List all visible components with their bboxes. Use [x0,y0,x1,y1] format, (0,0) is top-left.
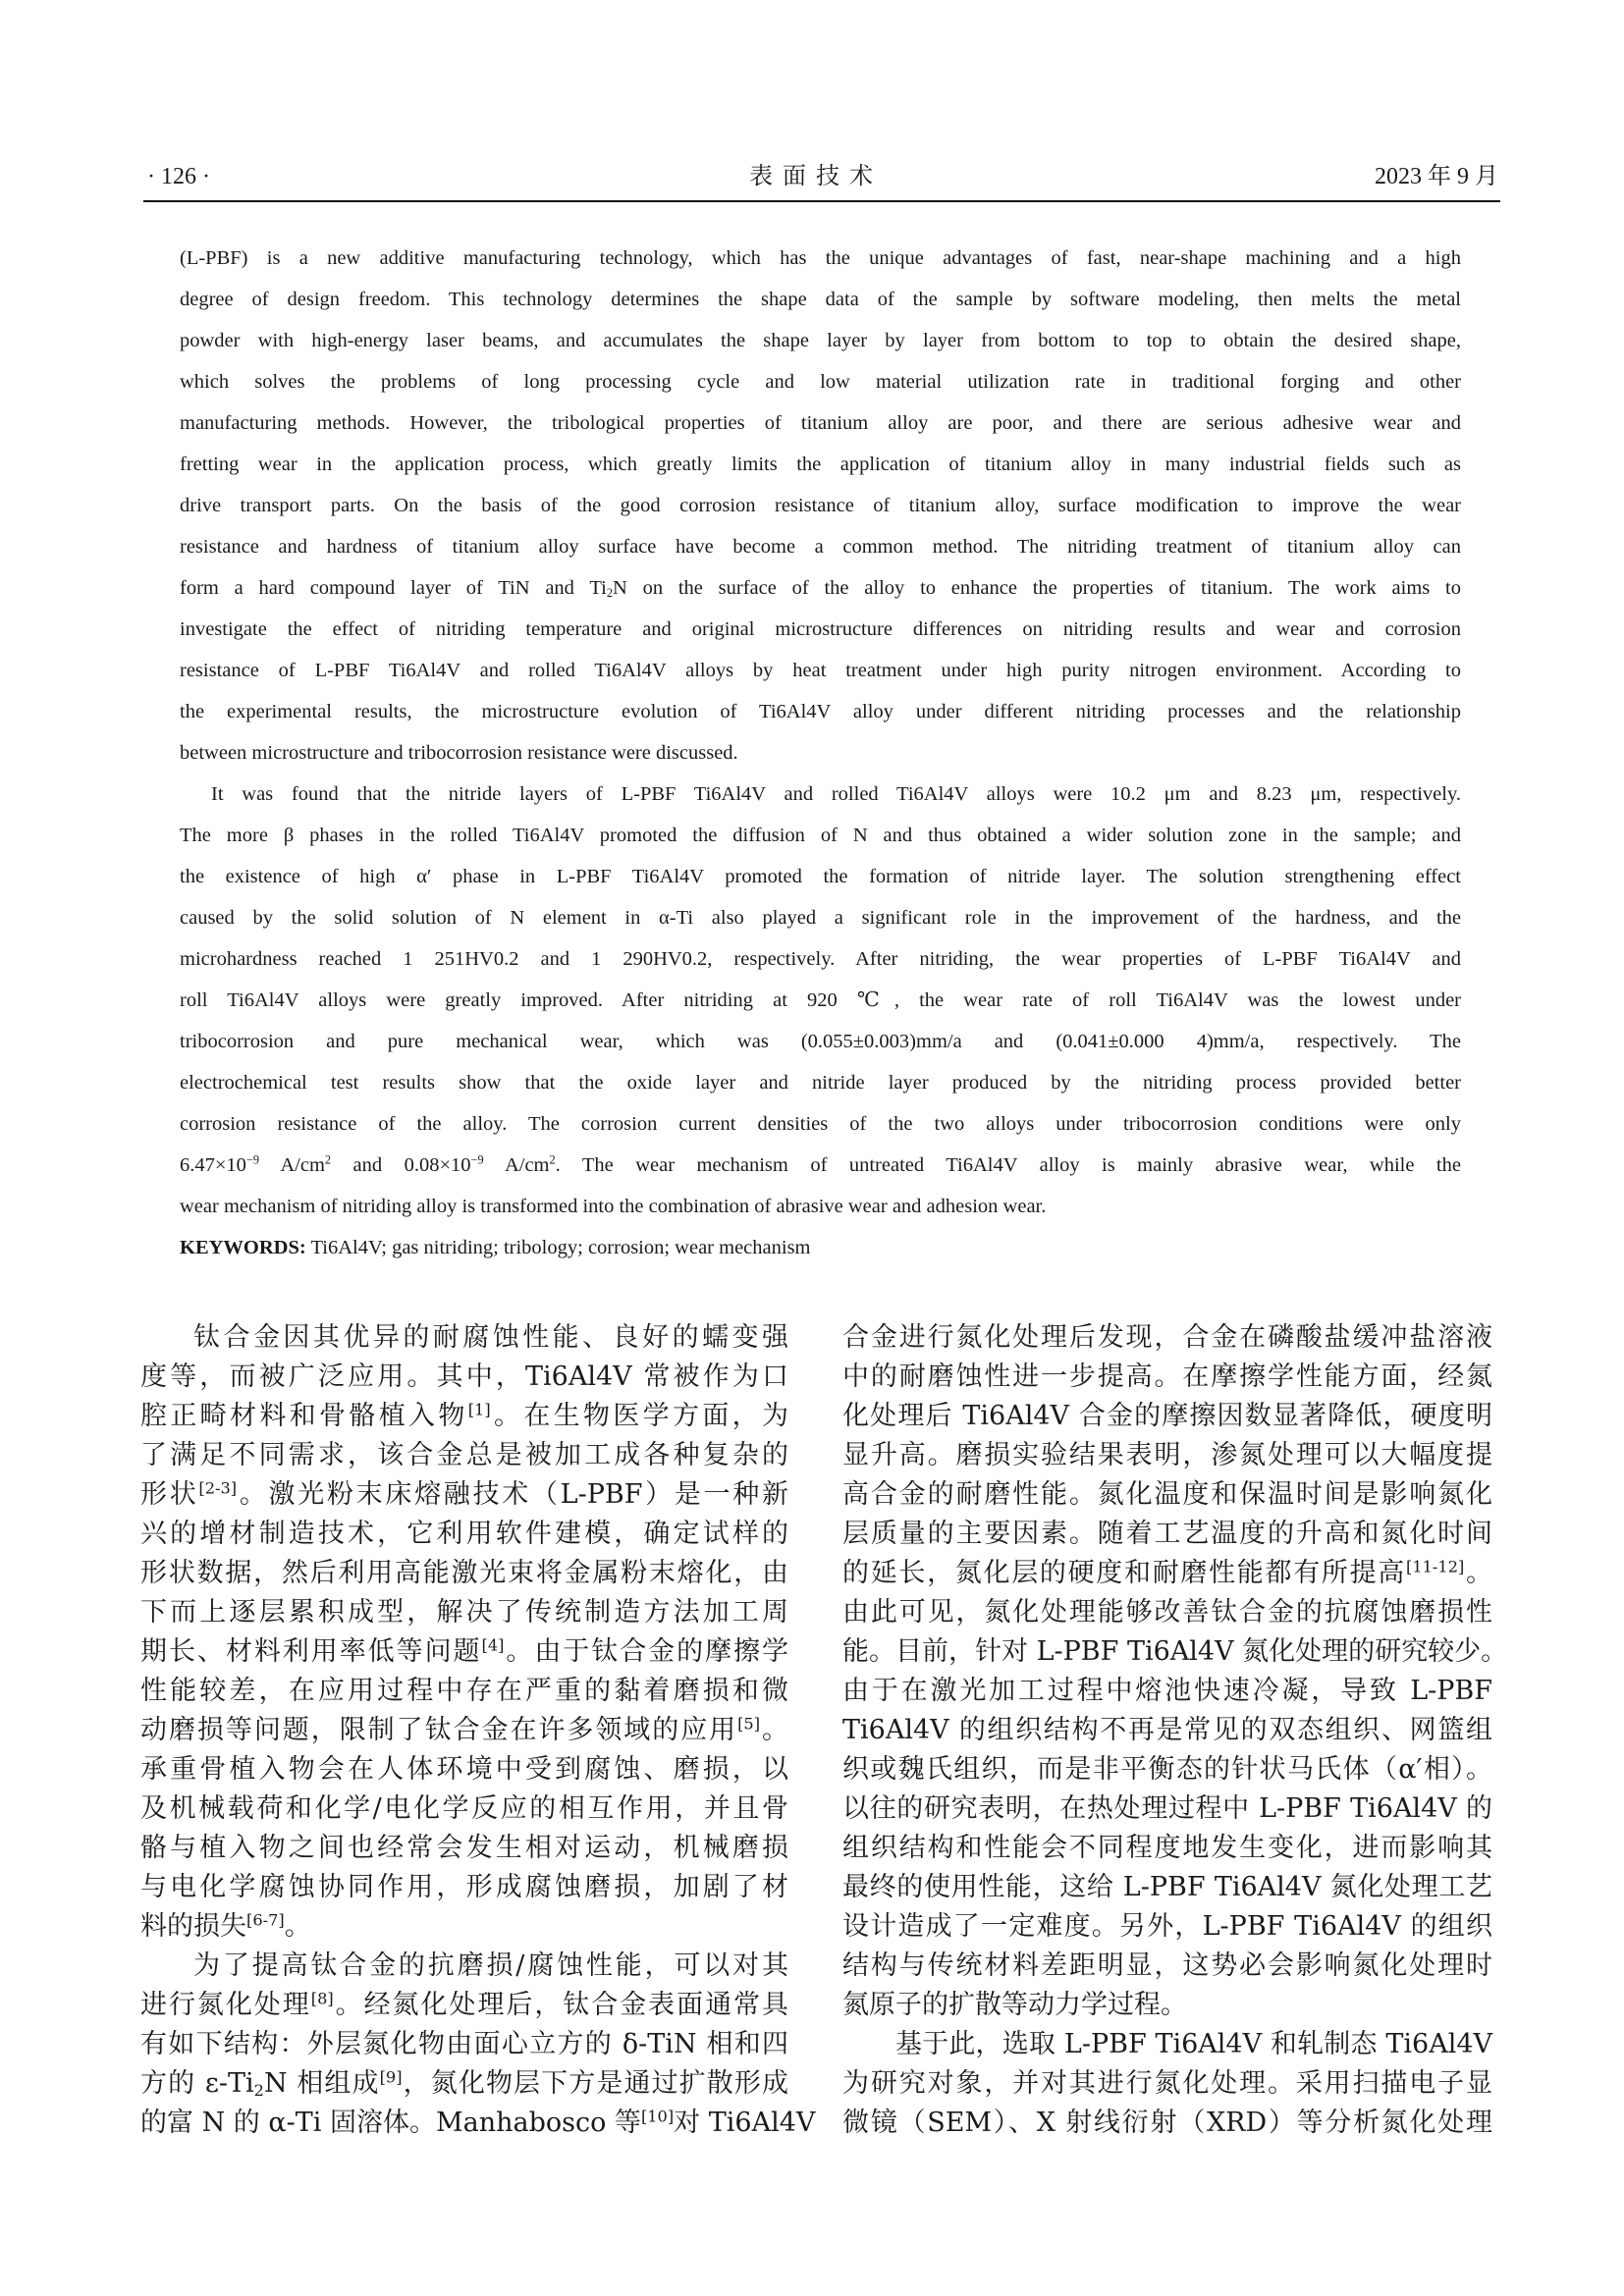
text-line [842,1672,1492,1711]
text-line [180,282,1461,323]
text-line [842,1318,1492,1358]
subscript: 2 [253,2081,264,2101]
text-run: 设计造成了一定难度。另外，L-PBF Ti6Al4V 的组织 [842,1911,1492,1942]
text-run: 织或魏氏组织，而是非平衡态的针状马氏体（α′相）。 [842,1754,1492,1785]
text-line [180,1065,1461,1106]
text-run: powder with high-energy laser beams, and accumulates the shape layer by layer from bottom to top to obtain the desired shape, [180,330,1461,351]
text-line [842,1868,1492,1907]
text-run: the existence of high α′ phase in L-PBF Ti6Al4V promoted the formation of nitride layer. The solution strengthening effect [180,866,1461,887]
citation-superscript: [6-7] [246,1910,285,1930]
text-run: 。 [1464,1558,1493,1588]
text-run: 对 Ti6Al4V [674,2108,816,2138]
text-run: 与电化学腐蚀协同作用，形成腐蚀磨损，加剧了材 [140,1872,788,1902]
text-run: caused by the solid solution of N element in α-Ti also played a significant role in the improvement of the hardness, and the [180,907,1461,929]
text-line [140,2104,816,2143]
text-run: 合金进行氮化处理后发现，合金在磷酸盐缓冲盐溶液 [842,1322,1492,1353]
text-line [180,1024,1461,1065]
keywords-line [180,1230,1461,1271]
text-run: 。 [760,1715,789,1745]
text-line [140,1750,788,1789]
text-run: N on the surface of the alloy to enhance the properties of titanium. The work aims to [613,577,1461,599]
text-run: 料的损失 [140,1911,246,1942]
text-run: 腔正畸材料和骨骼植入物 [140,1401,468,1431]
text-run: form a hard compound layer of TiN and Ti [180,577,607,599]
text-run: roll Ti6Al4V alloys were greatly improved. After nitriding at 920 ℃, the wear rate of roll Ti6Al4V was the lowest under [180,989,1461,1011]
text-run: the experimental results, the microstructure evolution of Ti6Al4V alloy under different nitriding processes and the relationship [180,701,1461,722]
text-line [842,1632,1508,1672]
superscript: −9 [245,1152,260,1167]
text-run: 承重骨植入物会在人体环境中受到腐蚀、磨损，以 [140,1754,788,1785]
text-line [842,1397,1492,1436]
text-line [140,1986,788,2025]
text-run: (L-PBF) is a new additive manufacturing technology, which has the unique advantages of fast, near-shape machining and a high [180,247,1461,269]
citation-superscript: [8] [310,1989,334,2008]
citation-superscript: [5] [737,1714,761,1734]
text-run: 。经氮化处理后，钛合金表面通常具 [333,1990,789,2020]
text-line [180,983,1461,1024]
text-run: 形状 [140,1479,199,1510]
text-run: 基于此，选取 L-PBF Ti6Al4V 和轧制态 Ti6Al4V [895,2029,1492,2059]
text-line [140,1397,788,1436]
text-line [140,1672,788,1711]
text-line [180,323,1461,364]
text-line [140,1554,788,1593]
journal-title: 表 面 技 术 [749,164,875,189]
text-line [180,364,1461,405]
text-line [180,570,1461,612]
text-run: 有如下结构：外层氮化物由面心立方的 δ-TiN 相和四 [140,2029,788,2059]
text-line [842,1829,1492,1868]
text-line [180,488,1461,529]
text-line [842,1947,1492,1986]
text-line [842,1907,1492,1947]
text-run: 高合金的耐磨性能。氮化温度和保温时间是影响氮化 [842,1479,1492,1510]
text-run: 化处理后 Ti6Al4V 合金的摩擦因数显著降低，硬度明 [842,1401,1492,1431]
text-line [842,1554,1492,1593]
text-line [180,1189,1461,1230]
text-run: drive transport parts. On the basis of the good corrosion resistance of titanium alloy, surface modification to improve the wear [180,495,1461,516]
text-run: 钛合金因其优异的耐腐蚀性能、良好的蠕变强 [193,1322,788,1353]
issue-date: 2023 年 9 月 [1375,164,1498,189]
citation-superscript: [1] [467,1400,491,1419]
text-run: 最终的使用性能，这给 L-PBF Ti6Al4V 氮化处理工艺 [842,1872,1492,1902]
text-run: 下而上逐层累积成型，解决了传统制造方法加工周 [140,1597,788,1628]
text-run: 形状数据，然后利用高能激光束将金属粉末熔化，由 [140,1558,788,1588]
text-run: The more β phases in the rolled Ti6Al4V promoted the diffusion of N and thus obtained a wider solution zone in the sample; and [180,825,1461,846]
keywords-label: KEYWORDS: [180,1237,306,1258]
text-line [842,1750,1492,1789]
text-run: 由此可见，氮化处理能够改善钛合金的抗腐蚀磨损性 [842,1597,1492,1628]
text-run: A/cm [259,1154,325,1176]
text-line [180,612,1461,653]
text-run: A/cm [483,1154,550,1176]
text-line [140,1947,788,1986]
text-run: resistance of L-PBF Ti6Al4V and rolled Ti6Al4V alloys by heat treatment under high purity nitrogen environment. According to [180,660,1461,681]
text-line [140,1907,788,1947]
text-run: It was found that the nitride layers of L-PBF Ti6Al4V and rolled Ti6Al4V alloys were 10.2 μm and 8.23 μm, respectively. [211,783,1461,805]
text-run: resistance and hardness of titanium alloy surface have become a common method. The nitriding treatment of titanium alloy can [180,536,1461,558]
text-run: 了满足不同需求，该合金总是被加工成各种复杂的 [140,1440,788,1470]
text-run: between microstructure and tribocorrosion resistance were discussed. [180,742,738,764]
text-run: 动磨损等问题，限制了钛合金在许多领域的应用 [140,1715,738,1745]
text-line [140,1475,788,1515]
text-run: manufacturing methods. However, the tribological properties of titanium alloy are poor, and there are serious adhesive wear and [180,412,1461,434]
text-run: 进行氮化处理 [140,1990,311,2020]
text-run: 度等，而被广泛应用。其中，Ti6Al4V 常被作为口 [140,1362,788,1392]
text-line [140,1318,788,1358]
text-line [842,1711,1492,1750]
text-run: 以往的研究表明，在热处理过程中 L-PBF Ti6Al4V 的 [842,1793,1492,1824]
text-line [842,2064,1492,2104]
text-line [140,1358,788,1397]
english-abstract [180,240,1461,1271]
text-run: Ti6Al4V 的组织结构不再是常见的双态组织、网篮组 [842,1715,1492,1745]
text-run: 为了提高钛合金的抗磨损/腐蚀性能，可以对其 [193,1950,788,1981]
text-line [140,1593,788,1632]
text-line [842,1789,1492,1829]
text-run: 方的 ε-Ti [140,2068,254,2099]
text-run: microhardness reached 1 251HV0.2 and 1 290HV0.2, respectively. After nitriding, the wear properties of L-PBF Ti6Al4V and [180,948,1461,970]
text-run: investigate the effect of nitriding temperature and original microstructure differences on nitriding results and wear and corrosion [180,618,1461,640]
text-line [140,1868,788,1907]
page-number: · 126 · [147,164,210,189]
text-run: and 0.08×10 [331,1154,471,1176]
superscript: 2 [324,1152,332,1167]
text-run: 能。目前，针对 L-PBF Ti6Al4V 氮化处理的研究较少。 [842,1636,1508,1667]
text-run: 。激光粉末床熔融技术（L-PBF）是一种新 [237,1479,788,1510]
text-run: 及机械载荷和化学/电化学反应的相互作用，并且骨 [140,1793,788,1824]
text-line [140,1829,788,1868]
text-run: . The wear mechanism of untreated Ti6Al4V alloy is mainly abrasive wear, while the [555,1154,1461,1176]
text-line [180,776,1461,818]
text-line [180,735,1461,776]
text-run: 。由于钛合金的摩擦学 [504,1636,789,1667]
text-line [180,405,1461,447]
text-line [140,1711,788,1750]
text-run: 氮原子的扩散等动力学过程。 [842,1990,1187,2020]
text-run: 为研究对象，并对其进行氮化处理。采用扫描电子显 [842,2068,1492,2099]
text-line [140,2025,788,2064]
text-run: 由于在激光加工过程中熔池快速冷凝，导致 L-PBF [842,1676,1492,1706]
text-run: tribocorrosion and pure mechanical wear, which was (0.055±0.003)mm/a and (0.041±0.000 4)mm/a, respectively. The [180,1031,1461,1052]
text-line [140,2064,788,2104]
text-line [180,653,1461,694]
text-line [842,2104,1492,2143]
text-line [180,1148,1461,1189]
citation-superscript: [11-12] [1406,1557,1465,1576]
keywords-text: Ti6Al4V; gas nitriding; tribology; corrosion; wear mechanism [305,1237,811,1258]
superscript: −9 [470,1152,484,1167]
text-line [180,447,1461,488]
superscript: 2 [549,1152,556,1167]
text-run: ，氮化物层下方是通过扩散形成 [402,2068,788,2099]
text-run: 层质量的主要因素。随着工艺温度的升高和氮化时间 [842,1519,1492,1549]
text-run: 。 [284,1911,311,1942]
text-run: 。在生物医学方面，为 [490,1401,789,1431]
text-line [842,2025,1492,2064]
text-run: degree of design freedom. This technology determines the shape data of the sample by software modeling, then melts the metal [180,289,1461,310]
citation-superscript: [4] [481,1635,505,1655]
text-line [180,694,1461,735]
text-line [180,529,1461,570]
text-run: 期长、材料利用率低等问题 [140,1636,482,1667]
citation-superscript: [2-3] [198,1478,238,1498]
text-run: 组织结构和性能会不同程度地发生变化，进而影响其 [842,1833,1492,1863]
header-rule [143,200,1500,202]
text-line [842,1358,1492,1397]
text-run: 的富 N 的 α-Ti 固溶体。Manhabosco 等 [140,2108,641,2138]
text-line [180,1106,1461,1148]
text-run: N 相组成 [263,2068,380,2099]
text-run: which solves the problems of long processing cycle and low material utilization rate in traditional forging and other [180,371,1461,393]
text-run: 显升高。磨损实验结果表明，渗氮处理可以大幅度提 [842,1440,1492,1470]
body-column-left [140,1318,816,2143]
text-run: electrochemical test results show that the oxide layer and nitride layer produced by the nitriding process provided better [180,1072,1461,1094]
text-run: corrosion resistance of the alloy. The corrosion current densities of the two alloys under tribocorrosion conditions were only [180,1113,1461,1135]
text-run: 微镜（SEM）、X 射线衍射（XRD）等分析氮化处理 [842,2108,1492,2138]
text-line [842,1986,1492,2025]
text-run: fretting wear in the application process, which greatly limits the application of titanium alloy in many industrial fields such as [180,454,1461,475]
citation-superscript: [9] [379,2067,403,2087]
text-run: 性能较差，在应用过程中存在严重的黏着磨损和微 [140,1676,788,1706]
text-line [842,1475,1492,1515]
text-line [180,240,1461,282]
subscript: 2 [606,586,613,601]
text-run: 中的耐磨蚀性进一步提高。在摩擦学性能方面，经氮 [842,1362,1492,1392]
text-line [180,900,1461,941]
text-line [140,1436,788,1475]
text-line [180,859,1461,900]
text-run: 兴的增材制造技术，它利用软件建模，确定试样的 [140,1519,788,1549]
abstract-paragraphs [180,240,1461,1230]
text-line [842,1515,1492,1554]
text-run: 骼与植入物之间也经常会发生相对运动，机械磨损 [140,1833,788,1863]
text-run: 的延长，氮化层的硬度和耐磨性能都有所提高 [842,1558,1407,1588]
citation-superscript: [10] [640,2107,675,2126]
text-line [842,1593,1492,1632]
text-line [140,1515,788,1554]
text-line [842,1436,1492,1475]
text-run: 6.47×10 [180,1154,246,1176]
text-run: wear mechanism of nitriding alloy is transformed into the combination of abrasive wear and adhesion wear. [180,1196,1047,1217]
text-line [180,818,1461,859]
body-column-right [842,1318,1508,2143]
text-line [140,1789,788,1829]
text-line [140,1632,788,1672]
text-run: 结构与传统材料差距明显，这势必会影响氮化处理时 [842,1950,1492,1981]
text-line [180,941,1461,983]
